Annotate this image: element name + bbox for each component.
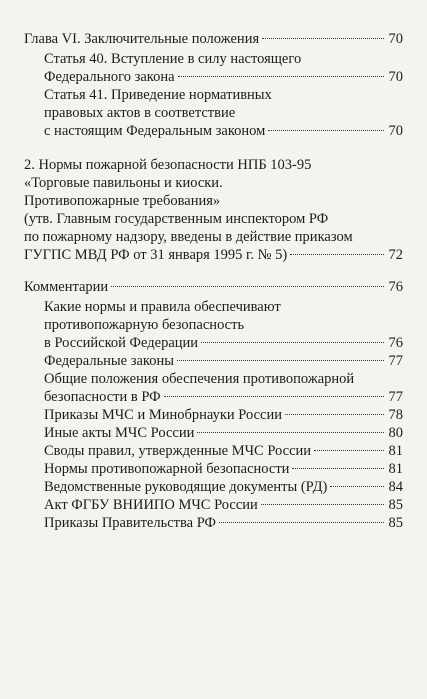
dot-leader bbox=[290, 254, 384, 255]
toc-entry-norms-line2: противопожарную безопасность bbox=[44, 317, 245, 333]
toc-entry-article-41 bbox=[44, 120, 403, 142]
toc-page-number: 77 bbox=[388, 389, 403, 405]
toc-entry-title: Комментарии bbox=[24, 279, 109, 295]
toc-entry-chapter-6 bbox=[24, 28, 403, 50]
toc-entry-title: в Российской Федерации bbox=[44, 335, 199, 351]
toc-page-number: 85 bbox=[388, 497, 403, 513]
toc-entry-title: Приказы Правительства РФ bbox=[44, 515, 216, 531]
dot-leader bbox=[164, 396, 384, 397]
toc-entry-article-41-line1: Статья 41. Приведение нормативных bbox=[44, 87, 272, 103]
toc-page-number: 81 bbox=[388, 461, 403, 477]
toc-entry-npb bbox=[24, 244, 403, 266]
toc-entry-npb-line4: (утв. Главным государственным инспектором РФ bbox=[24, 211, 329, 227]
toc-page-number: 72 bbox=[388, 247, 403, 263]
toc-page-number: 70 bbox=[388, 69, 403, 85]
toc-page-number: 81 bbox=[388, 443, 403, 459]
toc-page-number: 70 bbox=[388, 123, 403, 139]
toc-entry-general-line1: Общие положения обеспечения противопожарной bbox=[44, 371, 355, 387]
dot-leader bbox=[292, 468, 384, 469]
toc-entry-title: безопасности в РФ bbox=[44, 389, 161, 405]
toc-entry-npb-line3: Противопожарные требования» bbox=[24, 193, 221, 209]
dot-leader bbox=[268, 130, 384, 131]
toc-page-number: 80 bbox=[388, 425, 403, 441]
dot-leader bbox=[111, 286, 384, 287]
toc-entry-title: Своды правил, утвержденные МЧС России bbox=[44, 443, 312, 459]
toc-entry-gov-orders bbox=[44, 512, 403, 534]
toc-page-number: 78 bbox=[388, 407, 403, 423]
toc-entry-article-40-line1: Статья 40. Вступление в силу настоящего bbox=[44, 51, 302, 67]
toc-entry-npb-line2: «Торговые павильоны и киоски. bbox=[24, 175, 223, 191]
toc-entry-title: с настоящим Федеральным законом bbox=[44, 123, 266, 139]
toc-entry-npb-line5: по пожарному надзору, введены в действие приказом bbox=[24, 229, 353, 245]
toc-page-number: 76 bbox=[388, 335, 403, 351]
toc-entry-comments bbox=[24, 276, 403, 298]
toc-entry-article-41-line2: правовых актов в соответствие bbox=[44, 105, 236, 121]
toc-entry-title: Акт ФГБУ ВНИИПО МЧС России bbox=[44, 497, 258, 513]
dot-leader bbox=[314, 450, 384, 451]
toc-entry-title: Иные акты МЧС России bbox=[44, 425, 195, 441]
dot-leader bbox=[177, 360, 384, 361]
toc-entry-title: Федерального закона bbox=[44, 69, 175, 85]
toc-entry-title: Нормы противопожарной безопасности bbox=[44, 461, 290, 477]
toc-entry-title: Ведомственные руководящие документы (РД) bbox=[44, 479, 328, 495]
toc-page-number: 76 bbox=[388, 279, 403, 295]
dot-leader bbox=[330, 486, 384, 487]
toc-entry-title: Глава VI. Заключительные положения bbox=[24, 31, 260, 47]
dot-leader bbox=[285, 414, 384, 415]
toc-entry-npb-line1: 2. Нормы пожарной безопасности НПБ 103-95 bbox=[24, 157, 312, 173]
toc-page-number: 84 bbox=[388, 479, 403, 495]
toc-entry-title: Приказы МЧС и Минобрнауки России bbox=[44, 407, 282, 423]
dot-leader bbox=[262, 38, 384, 39]
toc-entry-norms-line1: Какие нормы и правила обеспечивают bbox=[44, 299, 281, 315]
toc-entry-title: Федеральные законы bbox=[44, 353, 174, 369]
toc-page-number: 85 bbox=[388, 515, 403, 531]
dot-leader bbox=[178, 76, 384, 77]
toc-page-number: 70 bbox=[388, 31, 403, 47]
dot-leader bbox=[197, 432, 384, 433]
toc-entry-title: ГУГПС МВД РФ от 31 января 1995 г. № 5) bbox=[24, 247, 288, 263]
dot-leader bbox=[219, 522, 384, 523]
dot-leader bbox=[261, 504, 384, 505]
dot-leader bbox=[201, 342, 384, 343]
toc-page-number: 77 bbox=[388, 353, 403, 369]
